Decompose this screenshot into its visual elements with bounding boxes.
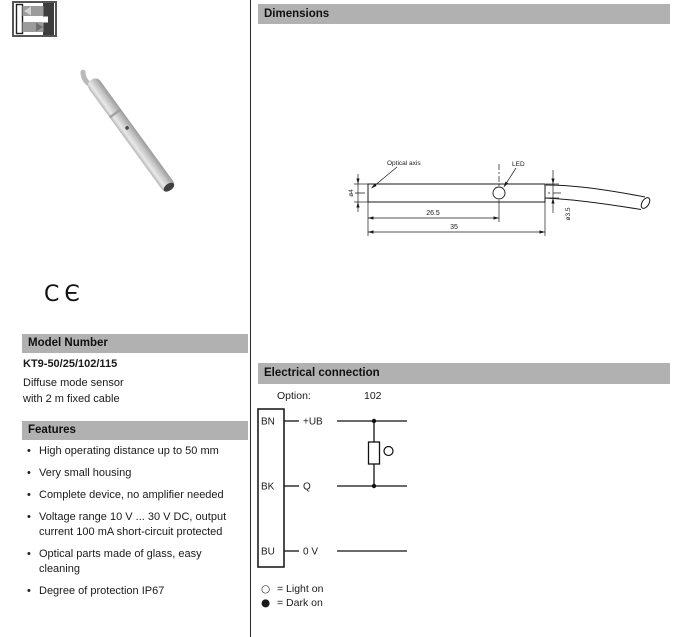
legend-light-on	[261, 582, 323, 596]
option-value: 102	[364, 390, 382, 402]
wiring-diagram	[256, 405, 476, 575]
feature-item	[24, 547, 236, 577]
signal-0v: 0 V	[303, 546, 319, 558]
sensor-pictogram-icon	[12, 1, 58, 38]
bullet: •	[27, 445, 31, 457]
load-resistor	[369, 442, 380, 464]
feature-item	[24, 488, 236, 503]
terminal-bn: BN	[261, 416, 275, 428]
bullet: •	[27, 489, 31, 501]
terminal-bu: BU	[261, 546, 275, 558]
signal-q: Q	[303, 481, 311, 493]
feature-text: Degree of protection IP67	[39, 585, 165, 597]
dimensions-header: Dimensions	[258, 4, 670, 24]
column-divider	[250, 0, 251, 637]
feature-text: Optical parts made of glass, easy cleaning	[39, 548, 202, 575]
light-on-symbol	[384, 447, 393, 456]
bullet: •	[27, 585, 31, 597]
electrical-header: Electrical connection	[258, 363, 670, 384]
feature-text: Voltage range 10 V ... 30 V DC, output current 100 mA short-circuit protected	[39, 511, 227, 538]
bullet: •	[27, 548, 31, 560]
feature-item	[24, 584, 236, 599]
legend-text: = Dark on	[277, 597, 323, 609]
model-cable-note: with 2 m fixed cable	[23, 393, 120, 405]
light-on-glyph: ○	[261, 583, 271, 595]
legend-dark-on	[261, 596, 323, 610]
features-header: Features	[22, 421, 248, 440]
model-number-header: Model Number	[22, 334, 248, 353]
option-label: Option:	[277, 390, 311, 402]
feature-item	[24, 444, 236, 459]
model-number-value: KT9-50/25/102/115	[23, 358, 118, 370]
optical-axis-label: Optical axis	[387, 160, 421, 167]
dark-on-glyph: ●	[261, 597, 271, 609]
ce-mark: CЄ	[44, 282, 85, 307]
product-photo	[55, 55, 205, 205]
feature-text: Complete device, no amplifier needed	[39, 489, 224, 501]
feature-text: Very small housing	[39, 467, 132, 479]
legend-text: = Light on	[277, 583, 324, 595]
feature-item	[24, 510, 236, 540]
bullet: •	[27, 467, 31, 479]
bullet: •	[27, 511, 31, 523]
led-label: LED	[512, 161, 525, 168]
output-legend	[261, 582, 323, 610]
terminal-bk: BK	[261, 481, 275, 493]
signal-ub: +UB	[303, 416, 323, 428]
dim-26-5-label: 26.5	[426, 210, 440, 217]
dimension-drawing	[330, 140, 674, 250]
feature-text: High operating distance up to 50 mm	[39, 445, 219, 457]
model-description: Diffuse mode sensor	[23, 377, 124, 389]
features-list	[24, 444, 236, 606]
diameter-4-label: ø4	[348, 189, 355, 197]
diameter-3-5-label: ø3.5	[565, 207, 572, 221]
feature-item	[24, 466, 236, 481]
dim-35-label: 35	[450, 224, 458, 231]
